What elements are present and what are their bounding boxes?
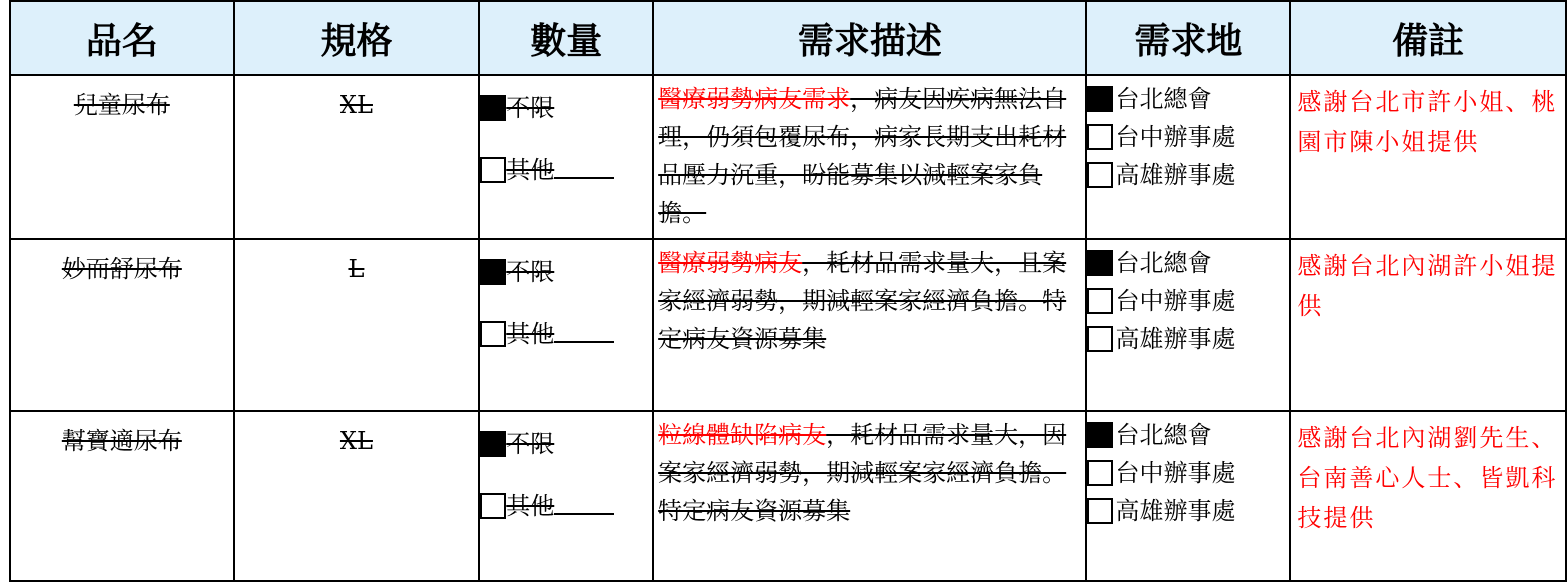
qty-cell xyxy=(479,75,653,239)
unchecked-checkbox-icon xyxy=(480,321,506,347)
unchecked-checkbox-icon xyxy=(1087,326,1113,352)
unchecked-checkbox-icon xyxy=(1087,460,1113,486)
checked-checkbox-icon xyxy=(480,431,506,457)
location-option xyxy=(1087,416,1289,454)
qty-other-option xyxy=(480,154,652,186)
unchecked-checkbox-icon xyxy=(1087,288,1113,314)
qty-unlimited-option xyxy=(480,92,652,124)
fill-in-blank-line xyxy=(554,176,614,179)
location-option xyxy=(1087,244,1289,282)
unchecked-checkbox-icon xyxy=(1087,162,1113,188)
fill-in-blank-line xyxy=(554,512,614,515)
table-row xyxy=(10,239,1566,411)
description-cell xyxy=(653,411,1086,581)
description-text: ，病友因疾病無法自理，仍須包覆尿布，病家長期支出耗材品壓力沉重，盼能募集以減輕案家負擔。 xyxy=(658,85,1067,227)
qty-unlimited-label: 不限 xyxy=(506,430,555,458)
table-row xyxy=(10,411,1566,581)
item-spec: XL xyxy=(339,91,373,119)
checked-checkbox-icon xyxy=(1087,422,1113,448)
description-cell xyxy=(653,239,1086,411)
checked-checkbox-icon xyxy=(1087,86,1113,112)
note-cell xyxy=(1290,75,1566,239)
location-option xyxy=(1087,320,1289,358)
note-cell xyxy=(1290,411,1566,581)
location-option xyxy=(1087,156,1289,194)
unchecked-checkbox-icon xyxy=(480,157,506,183)
note-text: 感謝台北市許小姐、桃園市陳小姐提供 xyxy=(1297,88,1558,156)
description-highlight: 醫療弱勢病友 xyxy=(658,249,803,277)
qty-unlimited-option xyxy=(480,428,652,460)
location-option xyxy=(1087,118,1289,156)
fill-in-blank-line xyxy=(554,340,614,343)
description-cell xyxy=(653,75,1086,239)
checked-checkbox-icon xyxy=(1087,250,1113,276)
item-name-cell xyxy=(10,75,234,239)
location-cell xyxy=(1086,239,1290,411)
item-name: 兒童尿布 xyxy=(73,91,170,119)
location-label: 高雄辦事處 xyxy=(1115,497,1236,525)
description-text: ，耗材品需求量大，且案家經濟弱勢，期減輕案家經濟負擔。特定病友資源募集 xyxy=(658,249,1067,353)
qty-other-option xyxy=(480,490,652,522)
location-option xyxy=(1087,454,1289,492)
item-spec-cell xyxy=(234,75,480,239)
note-text: 感謝台北內湖劉先生、台南善心人士、皆凱科技提供 xyxy=(1297,424,1558,532)
location-option xyxy=(1087,282,1289,320)
qty-cell xyxy=(479,239,653,411)
header-qty: 數量 xyxy=(479,1,653,75)
note-cell xyxy=(1290,239,1566,411)
location-label: 台北總會 xyxy=(1115,85,1212,113)
qty-unlimited-label: 不限 xyxy=(506,94,555,122)
location-option xyxy=(1087,80,1289,118)
description-highlight: 醫療弱勢病友需求 xyxy=(658,85,851,113)
location-label: 台中辦事處 xyxy=(1115,287,1236,315)
donation-needs-table xyxy=(9,0,1567,582)
qty-other-label: 其他 xyxy=(506,492,555,520)
qty-other-option xyxy=(480,318,652,350)
location-cell xyxy=(1086,75,1290,239)
header-desc: 需求描述 xyxy=(653,1,1086,75)
checked-checkbox-icon xyxy=(480,259,506,285)
location-option xyxy=(1087,492,1289,530)
item-name: 幫寶適尿布 xyxy=(61,427,182,455)
location-label: 高雄辦事處 xyxy=(1115,325,1236,353)
header-note: 備註 xyxy=(1290,1,1566,75)
item-spec: L xyxy=(348,255,365,283)
checked-checkbox-icon xyxy=(480,95,506,121)
item-spec-cell xyxy=(234,411,480,581)
qty-other-label: 其他 xyxy=(506,156,555,184)
qty-unlimited-label: 不限 xyxy=(506,258,555,286)
table-row xyxy=(10,75,1566,239)
description-text: ，耗材品需求量大，因案家經濟弱勢，期減輕案家經濟負擔。特定病友資源募集 xyxy=(658,421,1067,525)
unchecked-checkbox-icon xyxy=(1087,498,1113,524)
unchecked-checkbox-icon xyxy=(480,493,506,519)
location-label: 台中辦事處 xyxy=(1115,123,1236,151)
qty-cell xyxy=(479,411,653,581)
header-name: 品名 xyxy=(10,1,234,75)
location-label: 台北總會 xyxy=(1115,249,1212,277)
header-spec: 規格 xyxy=(234,1,480,75)
location-label: 高雄辦事處 xyxy=(1115,161,1236,189)
unchecked-checkbox-icon xyxy=(1087,124,1113,150)
location-label: 台中辦事處 xyxy=(1115,459,1236,487)
description-highlight: 粒線體缺陷病友 xyxy=(658,421,827,449)
location-cell xyxy=(1086,411,1290,581)
item-name-cell xyxy=(10,239,234,411)
header-location: 需求地 xyxy=(1086,1,1290,75)
item-spec: XL xyxy=(339,427,373,455)
item-name: 妙而舒尿布 xyxy=(61,255,182,283)
item-spec-cell xyxy=(234,239,480,411)
qty-other-label: 其他 xyxy=(506,320,555,348)
item-name-cell xyxy=(10,411,234,581)
note-text: 感謝台北內湖許小姐提供 xyxy=(1297,252,1558,320)
qty-unlimited-option xyxy=(480,256,652,288)
location-label: 台北總會 xyxy=(1115,421,1212,449)
header-row xyxy=(10,1,1566,75)
